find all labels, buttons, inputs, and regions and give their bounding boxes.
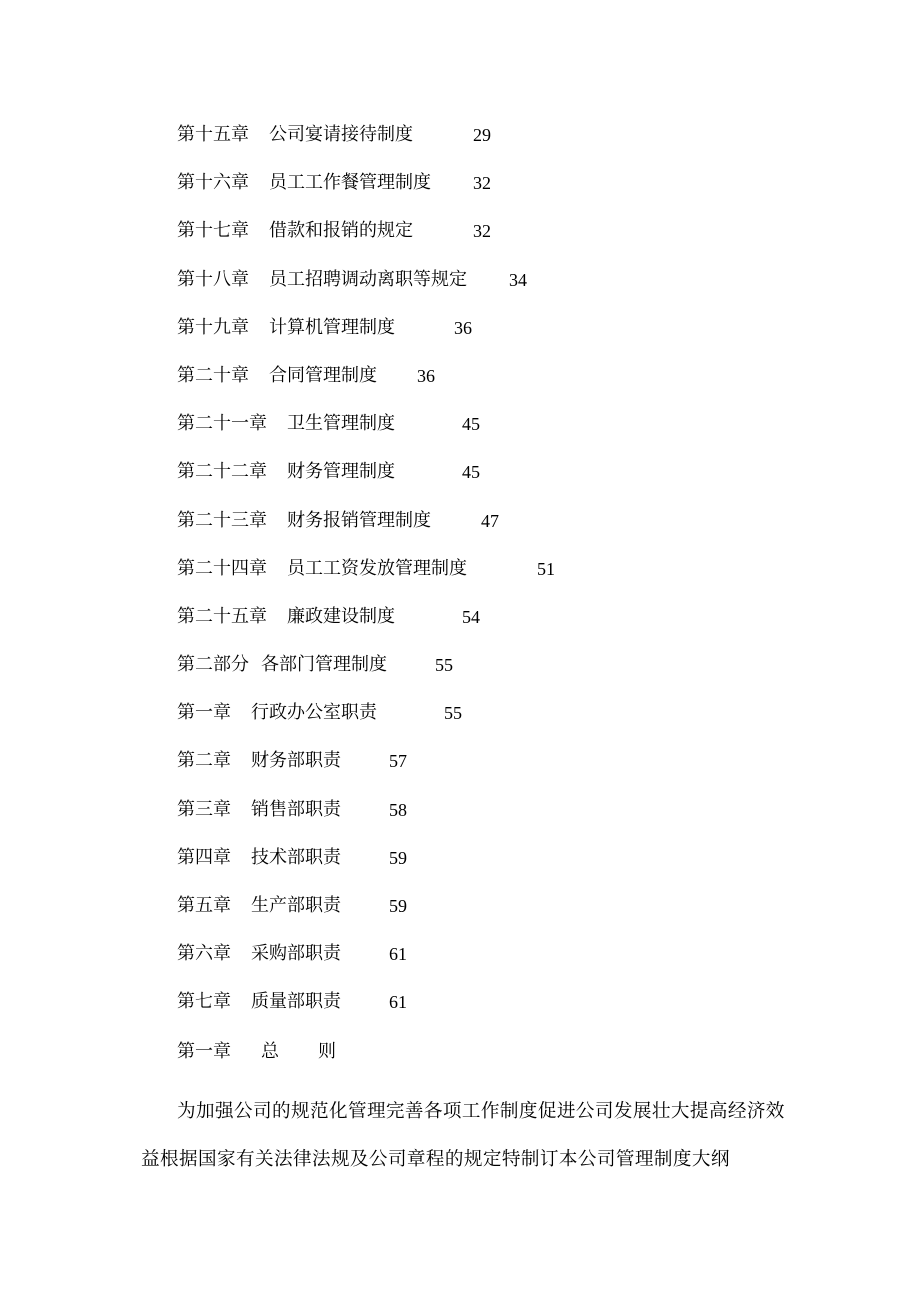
toc-page-number: 58: [389, 799, 407, 820]
toc-chapter-label: 第六章: [177, 943, 231, 965]
toc-chapter-label: 第二十章: [177, 364, 249, 386]
toc-page-number: 51: [537, 558, 555, 579]
toc-entry: [177, 555, 555, 603]
toc-entry: [177, 988, 555, 1036]
heading-title-part2: 则: [318, 1041, 336, 1062]
toc-entry: [177, 266, 555, 314]
toc-chapter-label: 第十五章: [177, 124, 249, 145]
toc-page-number: 55: [444, 703, 462, 724]
toc-page-number: 45: [462, 462, 480, 483]
toc-chapter-label: 第二十五章: [177, 605, 267, 627]
toc-title: 计算机管理制度: [269, 316, 395, 338]
toc-chapter-label: 第十九章: [177, 316, 249, 338]
toc-page-number: 36: [417, 365, 435, 386]
toc-chapter-label: 第二十二章: [177, 461, 267, 483]
toc-title: 员工工资发放管理制度: [287, 557, 467, 579]
toc-chapter-label: 第二十四章: [177, 557, 267, 579]
toc-entry: [177, 603, 555, 651]
toc-chapter-label: 第七章: [177, 991, 231, 1013]
body-paragraph: 为加强公司的规范化管理完善各项工作制度促进公司发展壮大提高经济效益根据国家有关法律法规及公司章程的规定特制订本公司管理制度大纲: [141, 1101, 785, 1170]
table-of-contents: [177, 121, 555, 1037]
toc-entry: [177, 217, 555, 265]
toc-title: 生产部职责: [251, 895, 341, 916]
toc-page-number: 59: [389, 896, 407, 916]
toc-title: 借款和报销的规定: [269, 220, 413, 242]
toc-page-number: 61: [389, 944, 407, 965]
toc-chapter-label: 第十七章: [177, 220, 249, 242]
toc-title: 财务部职责: [251, 750, 341, 772]
toc-entry: [177, 892, 555, 940]
toc-title: 合同管理制度: [269, 364, 377, 386]
toc-chapter-label: 第一章: [177, 702, 231, 724]
toc-page-number: 36: [454, 317, 472, 338]
toc-title: 行政办公室职责: [251, 702, 377, 724]
toc-page-number: 45: [462, 414, 480, 435]
toc-title: 各部门管理制度: [261, 654, 387, 676]
toc-entry: [177, 651, 555, 699]
toc-title: 廉政建设制度: [287, 605, 395, 627]
toc-entry: [177, 507, 555, 555]
toc-title: 卫生管理制度: [287, 413, 395, 435]
toc-entry: [177, 844, 555, 892]
toc-page-number: 55: [435, 655, 453, 676]
toc-title: 采购部职责: [251, 943, 341, 965]
toc-page-number: 34: [509, 269, 527, 290]
toc-page-number: 54: [462, 606, 480, 627]
toc-title: 员工工作餐管理制度: [269, 172, 431, 194]
toc-chapter-label: 第二章: [177, 750, 231, 772]
toc-entry: [177, 362, 555, 410]
toc-title: 公司宴请接待制度: [269, 124, 413, 145]
toc-page-number: 29: [473, 125, 491, 145]
toc-entry: [177, 121, 555, 169]
chapter-heading: [177, 1038, 336, 1066]
toc-page-number: 32: [473, 173, 491, 194]
toc-chapter-label: 第十六章: [177, 172, 249, 194]
toc-title: 质量部职责: [251, 991, 341, 1013]
toc-chapter-label: 第二十一章: [177, 413, 267, 435]
toc-entry: [177, 458, 555, 506]
toc-entry: [177, 314, 555, 362]
toc-chapter-label: 第四章: [177, 846, 231, 868]
toc-chapter-label: 第三章: [177, 798, 231, 820]
toc-title: 销售部职责: [251, 798, 341, 820]
toc-chapter-label: 第二十三章: [177, 509, 267, 531]
toc-entry: [177, 410, 555, 458]
toc-page-number: 57: [389, 751, 407, 772]
toc-entry: [177, 169, 555, 217]
heading-chapter-number: 第一章: [177, 1041, 231, 1062]
toc-title: 财务报销管理制度: [287, 509, 431, 531]
toc-entry: [177, 699, 555, 747]
toc-page-number: 32: [473, 221, 491, 242]
toc-chapter-label: 第十八章: [177, 268, 249, 290]
toc-page-number: 47: [481, 510, 499, 531]
toc-page-number: 59: [389, 847, 407, 868]
toc-chapter-label: 第五章: [177, 895, 231, 916]
heading-title-part1: 总: [261, 1041, 279, 1062]
toc-entry: [177, 940, 555, 988]
toc-title: 员工招聘调动离职等规定: [269, 268, 467, 290]
toc-chapter-label: 第二部分: [177, 654, 249, 676]
toc-title: 技术部职责: [251, 846, 341, 868]
toc-entry: [177, 796, 555, 844]
toc-title: 财务管理制度: [287, 461, 395, 483]
toc-page-number: 61: [389, 992, 407, 1013]
toc-entry: [177, 747, 555, 795]
